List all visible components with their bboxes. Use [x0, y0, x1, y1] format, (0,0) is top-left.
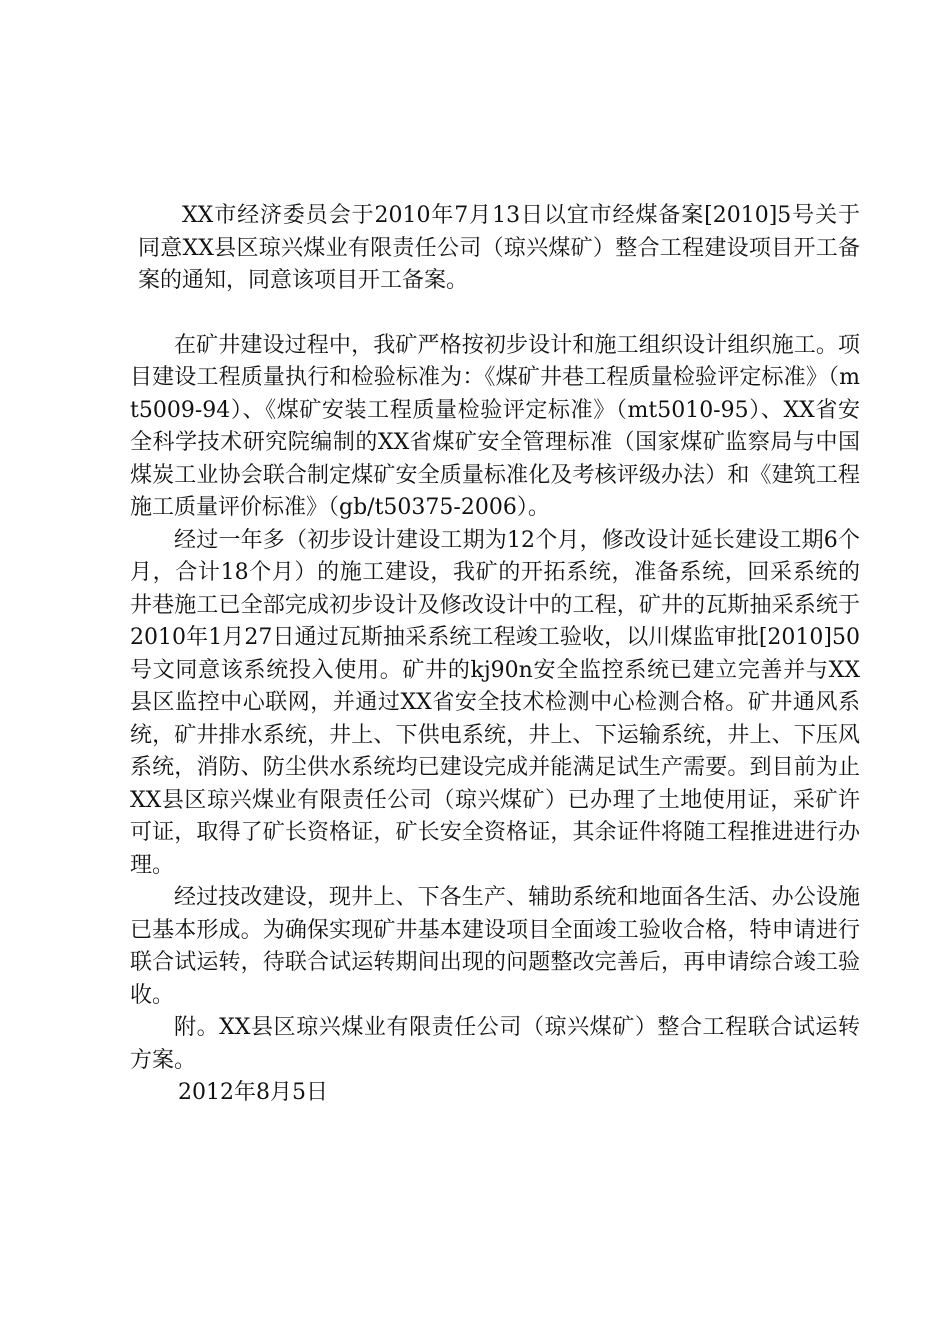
paragraph-trial-operation-request: 经过技改建设，现井上、下各生产、辅助系统和地面各生活、办公设施已基本形成。为确保实现矿井基本建设项目全面竣工验收合格，特申请进行联合试运转，待联合试运转期间出现的问题整改完善后，再申请综合竣工验收。	[130, 885, 860, 1008]
paragraph-attachment: 附。XX县区琼兴煤业有限责任公司（琼兴煤矿）整合工程联合试运转方案。	[130, 1015, 860, 1073]
paragraph-construction-progress: 经过一年多（初步设计建设工期为12个月，修改设计延长建设工期6个月，合计18个月）的施工建设，我矿的开拓系统，准备系统，回采系统的井巷施工已全部完成初步设计及修改设计中的工程，矿井的瓦斯抽采系统于2010年1月27日通过瓦斯抽采系统工程竣工验收，以川煤监审批[2010]50号文同意该系统投入使用。矿井的kj90n安全监控系统已建立完善并与XX县区监控中心联网，并通过XX省安全技术检测中心检测合格。矿井通风系统，矿井排水系统，井上、下供电系统，井上、下运输系统，井上、下压风系统，消防、防尘供水系统均已建设完成并能满足试生产需要。到目前为止XX县区琼兴煤业有限责任公司（琼兴煤矿）已办理了土地使用证，采矿许可证，取得了矿长资格证，矿长安全资格证，其余证件将随工程推进进行办理。	[130, 527, 860, 878]
paragraph-construction-standards: 在矿井建设过程中，我矿严格按初步设计和施工组织设计组织施工。项目建设工程质量执行和检验标准为：《煤矿井巷工程质量检验评定标准》（mt5009-94）、《煤矿安装工程质量检验评定标准》（mt5010-95）、XX省安全科学技术研究院编制的XX省煤矿安全管理标准（国家煤矿监察局与中国煤炭工业协会联合制定煤矿安全质量标准化及考核评级办法）和《建筑工程施工质量评价标准》（gb/t50375-2006）。	[130, 332, 860, 520]
paragraph-filing-notice: XX市经济委员会于2010年7月13日以宜市经煤备案[2010]5号关于同意XX县区琼兴煤业有限责任公司（琼兴煤矿）整合工程建设项目开工备案的通知，同意该项目开工备案。	[138, 203, 860, 293]
paragraph-gap	[130, 298, 860, 330]
document-date: 2012年8月5日	[178, 1080, 328, 1105]
document-body	[130, 200, 860, 1110]
